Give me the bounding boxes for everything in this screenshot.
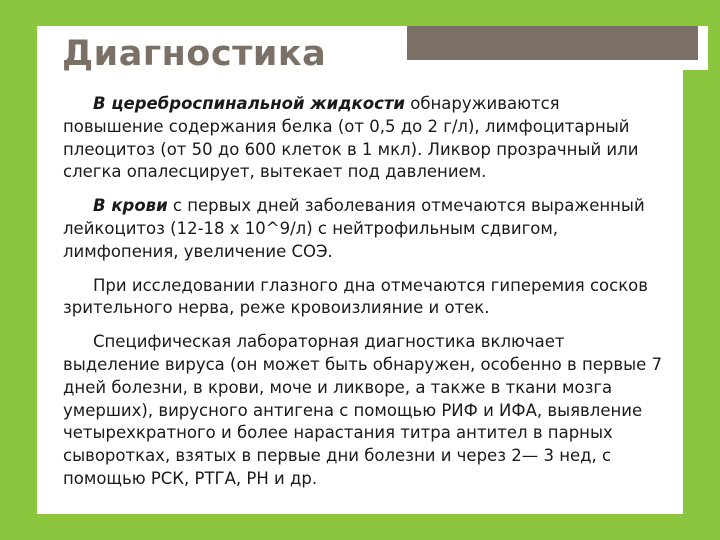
paragraph-blood: [63, 195, 663, 263]
paragraph-text: обнаруживаются повышение содержания белка (от 0,5 до 2 г/л), лимфоцитарный плеоцитоз (от 50 до 600 клеток в 1 мкл). Ликвор прозрачный или слегка опалесцирует, вытекает под давлением.: [63, 94, 639, 182]
title-accent-badge: [397, 26, 708, 70]
paragraph-fundus: [63, 275, 663, 321]
paragraph-lab-diagnostics: [63, 331, 663, 491]
paragraph-csf: [63, 93, 663, 184]
title-accent-badge-fill: [407, 26, 698, 60]
paragraph-text: с первых дней заболевания отмечаются выраженный лейкоцитоз (12-18 х 10^9/л) с нейтрофильным сдвигом, лимфопения, увеличение СОЭ.: [63, 196, 645, 261]
paragraph-lead: В крови: [93, 196, 168, 216]
paragraph-lead: В цереброспинальной жидкости: [93, 94, 405, 113]
paragraph-text: При исследовании глазного дна отмечаются гиперемия сосков зрительного нерва, реже кровоизлияние и отек.: [63, 275, 649, 318]
paragraph-text: Специфическая лабораторная диагностика включает выделение вируса (он может быть обнаружен, особенно в первые 7 дней болезни, в крови, моче и ликворе, а также в ткани мозга умерших), вирусного антигена с помощью РИФ и ИФА, выявление четырехкратного и более нарастания титра антител в парных сыворотках, взятых в первые дни болезни и через 2— 3 нед, с помощью РСК, РТГА, РН и др.: [63, 332, 663, 488]
slide-title: Диагностика: [62, 34, 327, 74]
slide-body: [63, 93, 663, 502]
